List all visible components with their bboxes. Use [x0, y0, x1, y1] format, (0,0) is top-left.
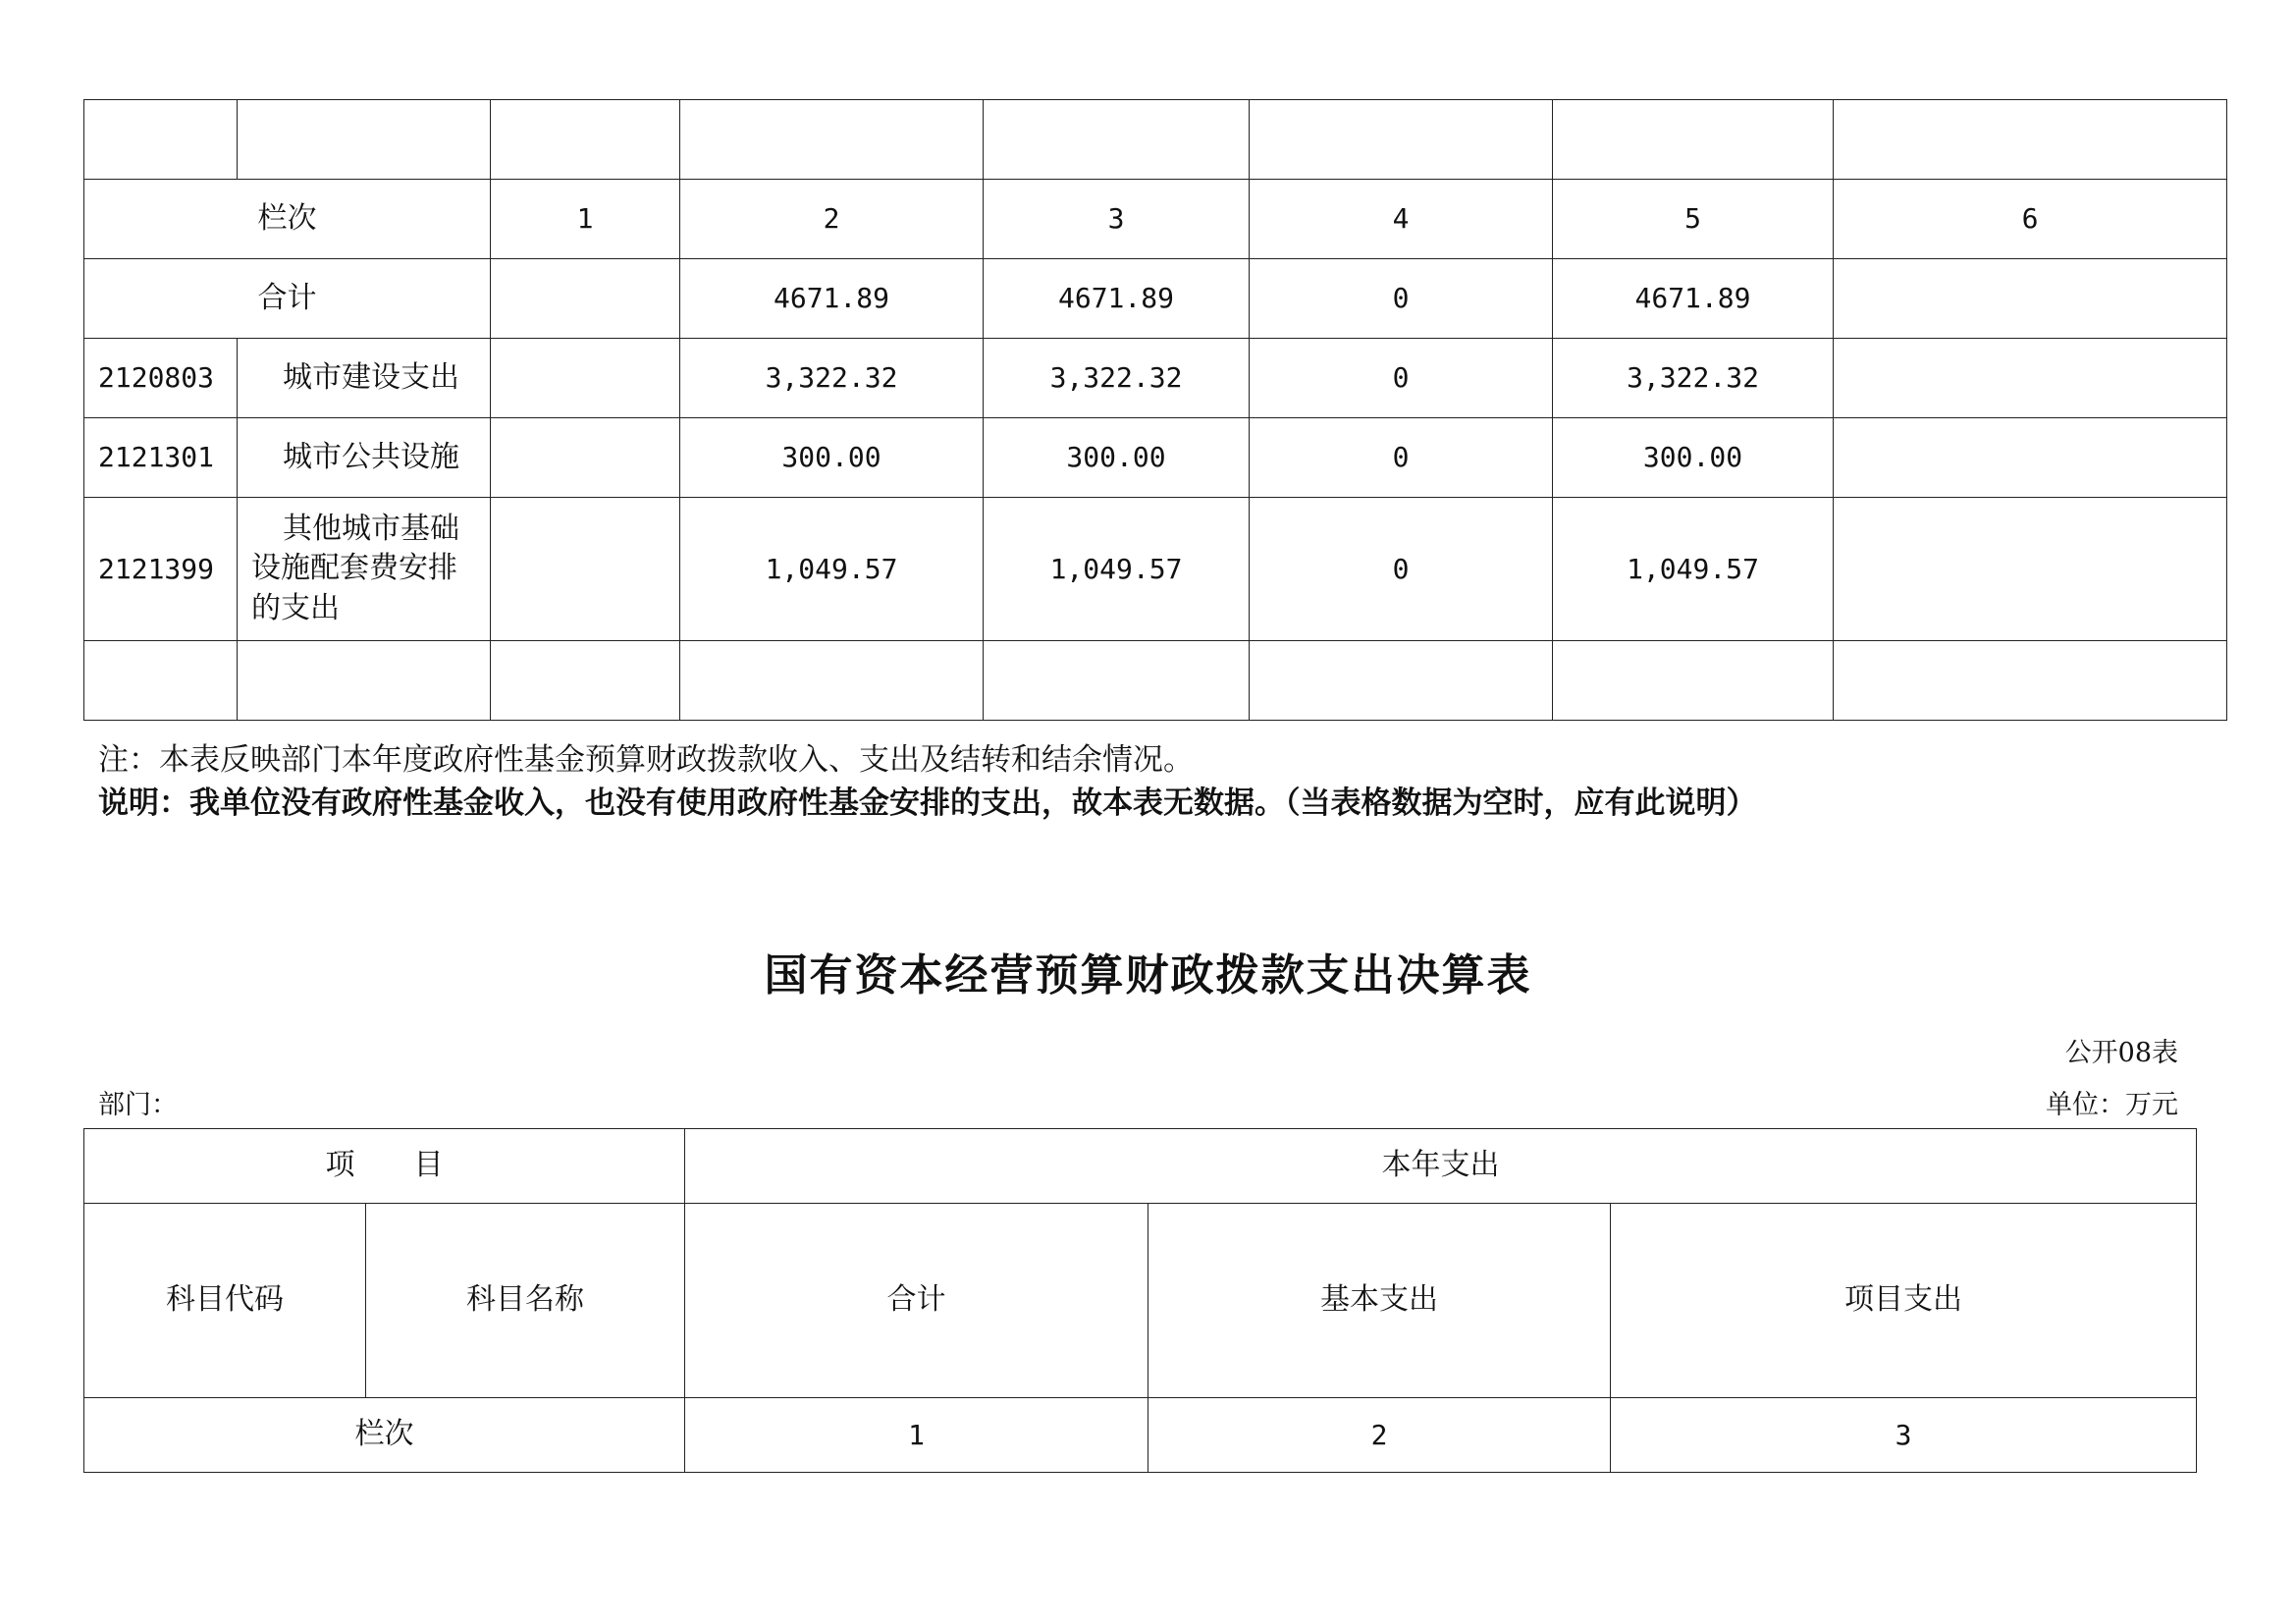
column-number: 2 [1148, 1398, 1611, 1473]
column-number: 2 [680, 180, 984, 259]
header-row [84, 1129, 2197, 1204]
column-number-row [84, 180, 2227, 259]
header-expense: 本年支出 [685, 1129, 2197, 1204]
total-cell: 4671.89 [680, 259, 984, 339]
form-number: 公开08表 [2064, 1038, 2178, 1068]
table-row [84, 339, 2227, 418]
column-number-label: 栏次 [84, 180, 491, 259]
column-number-label: 栏次 [84, 1398, 685, 1473]
table-cell: 3,322.32 [1553, 339, 1834, 418]
table-cell: 3,322.32 [680, 339, 984, 418]
table-cell: 0 [1250, 418, 1553, 498]
table-cell: 300.00 [680, 418, 984, 498]
state-capital-budget-table [83, 1128, 2197, 1473]
column-number-row [84, 1398, 2197, 1473]
total-cell [491, 259, 680, 339]
subject-code: 2121399 [84, 498, 238, 641]
col-basic-expense: 基本支出 [1148, 1204, 1611, 1398]
col-project-expense: 项目支出 [1611, 1204, 2197, 1398]
total-cell: 4671.89 [1553, 259, 1834, 339]
subject-code: 2121301 [84, 418, 238, 498]
table-cell [1834, 498, 2227, 641]
page-title: 国有资本经营预算财政拨款支出决算表 [764, 950, 1532, 1001]
table-note: 注：本表反映部门本年度政府性基金预算财政拨款收入、支出及结转和结余情况。 [98, 742, 1194, 778]
col-total: 合计 [685, 1204, 1148, 1398]
table-cell: 0 [1250, 498, 1553, 641]
table-cell [1834, 418, 2227, 498]
empty-row-bottom [84, 641, 2227, 721]
table-row [84, 498, 2227, 641]
column-number: 6 [1834, 180, 2227, 259]
col-subject-code: 科目代码 [84, 1204, 366, 1398]
subheader-row [84, 1204, 2197, 1398]
total-cell: 4671.89 [984, 259, 1250, 339]
table-cell: 3,322.32 [984, 339, 1250, 418]
subject-name: 城市公共设施 [238, 418, 491, 498]
table-cell: 300.00 [1553, 418, 1834, 498]
column-number: 1 [685, 1398, 1148, 1473]
unit-label: 单位：万元 [2046, 1090, 2178, 1120]
total-cell: 0 [1250, 259, 1553, 339]
table-cell [1834, 339, 2227, 418]
table-cell: 1,049.57 [1553, 498, 1834, 641]
column-number: 3 [984, 180, 1250, 259]
total-row [84, 259, 2227, 339]
table-cell [491, 498, 680, 641]
table-cell: 1,049.57 [680, 498, 984, 641]
table-cell: 300.00 [984, 418, 1250, 498]
column-number: 1 [491, 180, 680, 259]
subject-code: 2120803 [84, 339, 238, 418]
total-cell [1834, 259, 2227, 339]
total-label: 合计 [84, 259, 491, 339]
subject-name: 城市建设支出 [238, 339, 491, 418]
column-number: 4 [1250, 180, 1553, 259]
department-label: 部门： [98, 1090, 178, 1120]
col-subject-name: 科目名称 [366, 1204, 685, 1398]
header-item: 项 目 [84, 1129, 685, 1204]
table-explanation: 说明：我单位没有政府性基金收入，也没有使用政府性基金安排的支出，故本表无数据。（当表格数据为空时，应有此说明） [98, 785, 1757, 821]
table-cell [491, 339, 680, 418]
column-number: 3 [1611, 1398, 2197, 1473]
table-row [84, 418, 2227, 498]
table-cell: 1,049.57 [984, 498, 1250, 641]
subject-name: 其他城市基础设施配套费安排的支出 [238, 498, 491, 641]
empty-row-top [84, 100, 2227, 180]
fund-budget-table [83, 99, 2227, 721]
column-number: 5 [1553, 180, 1834, 259]
table-cell [491, 418, 680, 498]
table-cell: 0 [1250, 339, 1553, 418]
